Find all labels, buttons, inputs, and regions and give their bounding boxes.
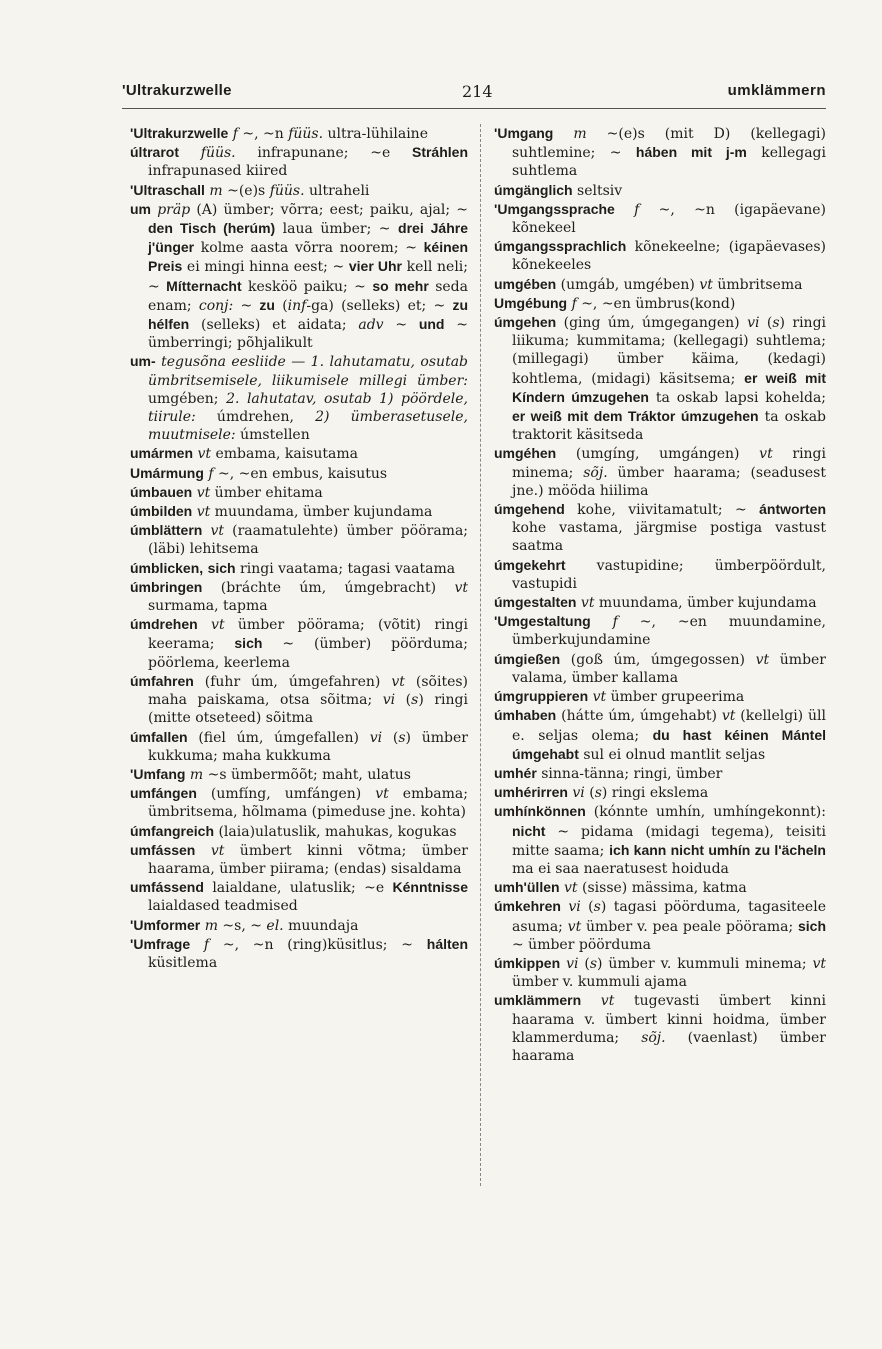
dictionary-entry: úmblicken, sich ringi vaatama; tagasi vaatama	[130, 559, 456, 577]
dictionary-entry: 'Umfrage f ~, ~n (ring)küsitlus; ~ hálten küsitlema	[130, 935, 469, 971]
dictionary-entry: úmfahren (fuhr úm, úmgefahren) vt (sõites) maha paiskama, otsa sõitma; vi (s) ringi (mitte otseteed) sõitma	[130, 672, 469, 727]
header-last-headword: umklämmern	[727, 82, 826, 99]
dictionary-entry: úmgießen (goß úm, úmgegossen) vt ümber valama, ümber kallama	[494, 650, 827, 686]
dictionary-entry: úmgekehrt vastupidine; ümberpöördult, vastupidi	[494, 556, 826, 592]
header-first-headword: 'Ultrakurzwelle	[122, 82, 232, 99]
dictionary-entry: umhérirren vi (s) ringi ekslema	[494, 784, 709, 802]
dictionary-entry: úmgangssprachlich kõnekeelne; (igapäevases) kõnekeeles	[494, 238, 826, 274]
dictionary-entry: úmgehend kohe, viivitamatult; ~ ántworten kohe vastama, järgmise postiga vastust saatma	[494, 501, 826, 555]
dictionary-entry: úmkippen vi (s) ümber v. kummuli minema; vt ümber v. kummuli ajama	[494, 954, 827, 991]
running-header	[122, 82, 826, 106]
dictionary-entry: 'Umgestaltung f ~, ~en muundamine, ümberkujundamine	[494, 613, 827, 649]
dictionary-entry: úmblättern vt (raamatulehte) ümber pöörama; (läbi) lehitsema	[130, 522, 469, 558]
right-column	[494, 124, 826, 1065]
left-column	[130, 124, 468, 972]
dictionary-entry: úmfangreich (laia)ulatuslik, mahukas, kogukas	[130, 822, 457, 840]
dictionary-entry: úmhaben (hátte úm, úmgehabt) vt (kellelgi) üll e. seljas olema; du hast kéinen Mántel úmgehabt sul ei olnud mantlit seljas	[494, 707, 826, 763]
dictionary-entry: um- tegusõna eesliide — 1. lahutamatu, osutab ümbritsemisele, liikumisele millegi ümber: umgében; 2. lahutatav, osutab 1) pöördele, tiirule: úmdrehen, 2) ümberasetusele, muutmisele: úmstellen	[130, 353, 468, 444]
dictionary-entry: umhínkönnen (kónnte umhín, umhíngekonnt): nicht ~ pidama (midagi tegema), teisiti mitte saama; ich kann nicht umhín zu l'ächeln ma ei saa naeratusest hoiduda	[494, 803, 826, 877]
dictionary-entry: umfássen vt ümbert kinni võtma; ümber haarama, ümber piirama; (endas) sisaldama	[130, 841, 468, 877]
dictionary-entry: 'Umfang m ~s ümbermõõt; maht, ulatus	[130, 765, 411, 783]
dictionary-entry: umgében (umgáb, umgében) vt ümbritsema	[494, 275, 803, 293]
dictionary-entry: últrarot füüs. infrapunane; ~e Stráhlen infrapunased kiired	[130, 144, 468, 180]
dictionary-entry: úmbauen vt ümber ehitama	[130, 483, 323, 501]
dictionary-entry: umfássend laialdane, ulatuslik; ~e Kénntnisse laialdased teadmised	[130, 879, 468, 915]
dictionary-entry: 'Umgangssprache f ~, ~n (igapäevane) kõnekeel	[494, 200, 827, 237]
dictionary-entry: um präp (A) ümber; võrra; eest; paiku, ajal; ~ den Tisch (herúm) laua ümber; ~ drei Jáhre j'ünger kolme aasta võrra noorem; ~ kéinen Preis ei mingi hinna eest; ~ vier Uhr kell neli; ~ Mítternacht kesköö paiku; ~ so mehr seda enam; conj: ~ zu (inf-ga) (selleks) et; ~ zu hélfen (selleks) et aidata; adv ~ und ~ ümberringi; põhjalikult	[130, 200, 468, 352]
header-rule	[122, 108, 826, 109]
dictionary-entry: úmgruppieren vt ümber grupeerima	[494, 688, 745, 706]
dictionary-entry: umfángen (umfíng, umfángen) vt embama; ümbritsema, hõlmama (pimeduse jne. kohta)	[130, 785, 468, 821]
dictionary-entry: 'Ultraschall m ~(e)s füüs. ultraheli	[130, 181, 370, 199]
dictionary-entry: úmbilden vt muundama, ümber kujundama	[130, 503, 433, 521]
dictionary-entry: úmgehen (ging úm, úmgegangen) vi (s) ringi liikuma; kummitama; (kellegagi) suhtlema; (millegagi) ümber käima, (kedagi) kohtlema, (midagi) käsitsema; er weiß mit Kíndern úmzugehen ta oskab lapsi kohelda; er weiß mit dem Tráktor úmzugehen ta oskab traktorit käsitseda	[494, 314, 827, 444]
dictionary-entry: úmgänglich seltsiv	[494, 181, 623, 199]
dictionary-entry: úmbringen (bráchte úm, úmgebracht) vt surmama, tapma	[130, 578, 468, 615]
dictionary-entry: 'Umformer m ~s, ~ el. muundaja	[130, 916, 359, 934]
dictionary-entry: umh'üllen vt (sisse) mässima, katma	[494, 879, 747, 897]
dictionary-entry: úmdrehen vt ümber pöörama; (võtit) ringi keerama; sich ~ (ümber) pöörduma; pöörlema, keerlema	[130, 616, 468, 671]
dictionary-entry: úmgestalten vt muundama, ümber kujundama	[494, 594, 817, 612]
page-number: 214	[462, 82, 493, 101]
dictionary-entry: umhér sinna-tänna; ringi, ümber	[494, 764, 723, 782]
dictionary-entry: úmfallen (fiel úm, úmgefallen) vi (s) ümber kukkuma; maha kukkuma	[130, 728, 468, 764]
dictionary-entry: Umgébung f ~, ~en ümbrus(kond)	[494, 294, 736, 312]
dictionary-entry: úmkehren vi (s) tagasi pöörduma, tagasiteele asuma; vt ümber v. pea peale pöörama; sich ~ ümber pöörduma	[494, 898, 826, 953]
dictionary-entry: 'Umgang m ~(e)s (mit D) (kellegagi) suhtlemine; ~ háben mit j-m kellegagi suhtlema	[494, 125, 827, 180]
dictionary-entry: umklämmern vt tugevasti ümbert kinni haarama v. ümbert kinni hoidma, ümber klammerduma; sõj. (vaenlast) ümber haarama	[494, 992, 826, 1064]
dictionary-entry: 'Ultrakurzwelle f ~, ~n füüs. ultra-lühilaine	[130, 125, 428, 142]
column-divider	[480, 124, 481, 1186]
dictionary-entry: umgéhen (umgíng, umgángen) vt ringi minema; sõj. ümber haarama; (seadusest jne.) mööda hiilima	[494, 445, 826, 499]
dictionary-entry: umármen vt embama, kaisutama	[130, 445, 358, 463]
dictionary-entry: Umármung f ~, ~en embus, kaisutus	[130, 464, 388, 482]
